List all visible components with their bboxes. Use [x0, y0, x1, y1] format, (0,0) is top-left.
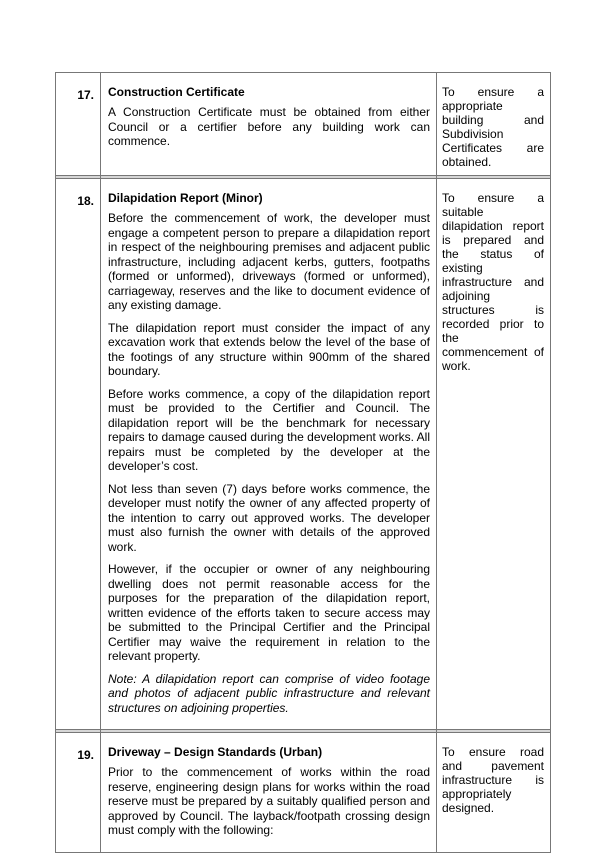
condition-paragraph: Not less than seven (7) days before works commence, the developer must notify the owner of any affected property of the intention to carry out approved works. The developer must also furnish the owner with details of the approved work. — [108, 481, 430, 554]
condition-number-cell — [56, 733, 101, 853]
condition-number-cell — [56, 73, 101, 176]
condition-body-cell — [101, 179, 437, 730]
condition-reason: To ensure road and pavement infrastructure is appropriately designed. — [442, 745, 544, 815]
condition-number-cell — [56, 179, 101, 730]
condition-reason-cell — [437, 733, 551, 853]
condition-paragraph: Before the commencement of work, the developer must engage a competent person to prepare a dilapidation report in respect of the neighbouring premises and adjacent public infrastructure, including adjacent kerbs, gutters, footpaths (formed or unformed), driveways (formed or unformed), carriageway, reserves and the like to document evidence of any existing damage. — [108, 211, 430, 312]
condition-paragraph: However, if the occupier or owner of any neighbouring dwelling does not permit reasonable access for the purposes for the preparation of the dilapidation report, written evidence of the efforts taken to secure access may be submitted to the Principal Certifier and the Principal Certifier may waive the requirement in relation to the relevant property. — [108, 562, 430, 663]
conditions-table — [55, 72, 551, 853]
condition-reason: To ensure a appropriate building and Subdivision Certificates are obtained. — [442, 85, 544, 169]
condition-title: Driveway – Design Standards (Urban) — [108, 745, 323, 759]
condition-title: Dilapidation Report (Minor) — [108, 191, 263, 205]
condition-reason: To ensure a suitable dilapidation report is prepared and the status of existing infrastructure and adjoining structures is recorded prior to the commencement of work. — [442, 191, 544, 373]
condition-body-cell — [101, 73, 437, 176]
condition-row — [56, 73, 551, 176]
condition-number: 17. — [77, 88, 94, 102]
condition-title: Construction Certificate — [108, 85, 245, 99]
condition-reason-cell — [437, 179, 551, 730]
condition-reason-cell — [437, 73, 551, 176]
condition-paragraph: A Construction Certificate must be obtained from either Council or a certifier before any building work can commence. — [108, 105, 430, 148]
condition-row — [56, 179, 551, 730]
condition-note: Note: A dilapidation report can comprise of video footage and photos of adjacent public infrastructure and relevant structures on adjoining properties. — [108, 671, 430, 715]
condition-paragraph: Prior to the commencement of works within the road reserve, engineering design plans for works within the road reserve must be prepared by a suitably qualified person and approved by Council. The layback/footpath crossing design must comply with the following: — [108, 765, 430, 837]
condition-number: 18. — [77, 194, 94, 208]
condition-paragraph: Before works commence, a copy of the dilapidation report must be provided to the Certifier and Council. The dilapidation report will be the benchmark for necessary repairs to damage caused during the development works. All repairs must be completed by the developer at the developer’s cost. — [108, 386, 430, 473]
condition-body-cell — [101, 733, 437, 853]
condition-paragraph: The dilapidation report must consider the impact of any excavation work that extends below the level of the base of the footings of any structure within 900mm of the shared boundary. — [108, 320, 430, 378]
condition-number: 19. — [77, 748, 94, 762]
condition-row — [56, 733, 551, 853]
